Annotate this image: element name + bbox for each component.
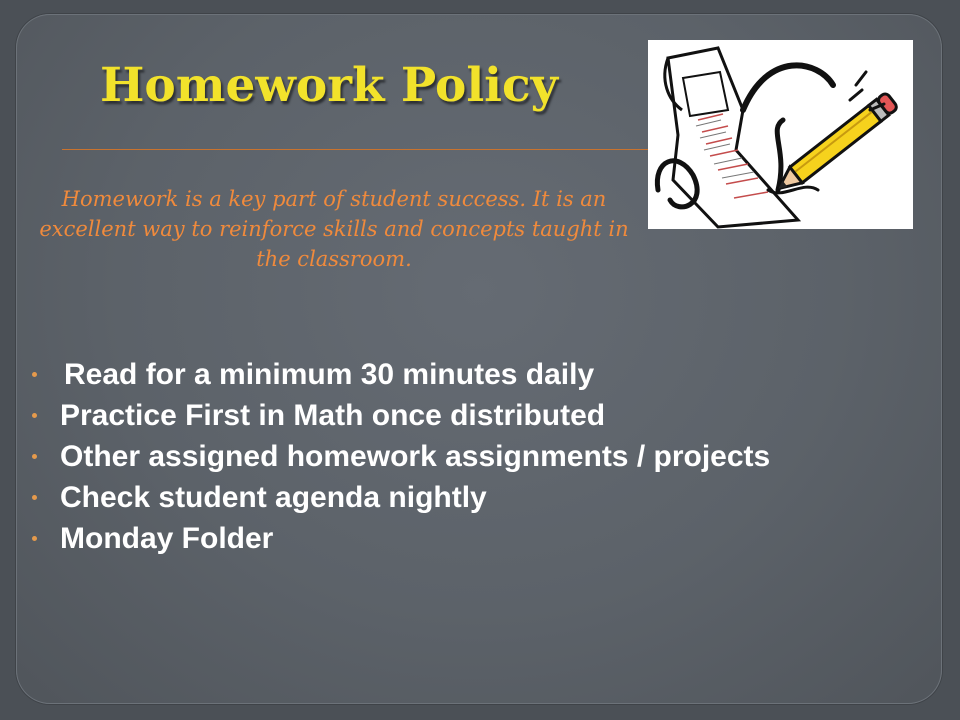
bullet-text: Practice First in Math once distributed [60,399,606,432]
homework-list-pencil-icon [648,40,913,229]
slide-title: Homework Policy [100,58,558,113]
intro-paragraph: Homework is a key part of student success. It is an excellent way to reinforce skills and concepts taught in the classroom. [39,187,629,271]
homework-list-clipart [648,40,913,229]
bullet-dot-icon [32,495,37,500]
bullet-text: Read for a minimum 30 minutes daily [64,358,595,391]
bullet-dot-icon [32,372,37,377]
bullet-text: Check student agenda nightly [60,481,487,514]
bullet-dot-icon [32,413,37,418]
bullet-item-assignments [32,438,892,476]
bullet-dot-icon [32,536,37,541]
title-divider [62,149,650,150]
bullet-text: Other assigned homework assignments / projects [60,440,771,473]
bullet-item-agenda [32,479,892,517]
bullet-item-reading [32,356,892,394]
bullet-text: Monday Folder [60,522,274,555]
bullet-item-math [32,397,892,435]
policy-bullet-list [32,356,892,561]
bullet-item-folder [32,520,892,558]
bullet-dot-icon [32,454,37,459]
